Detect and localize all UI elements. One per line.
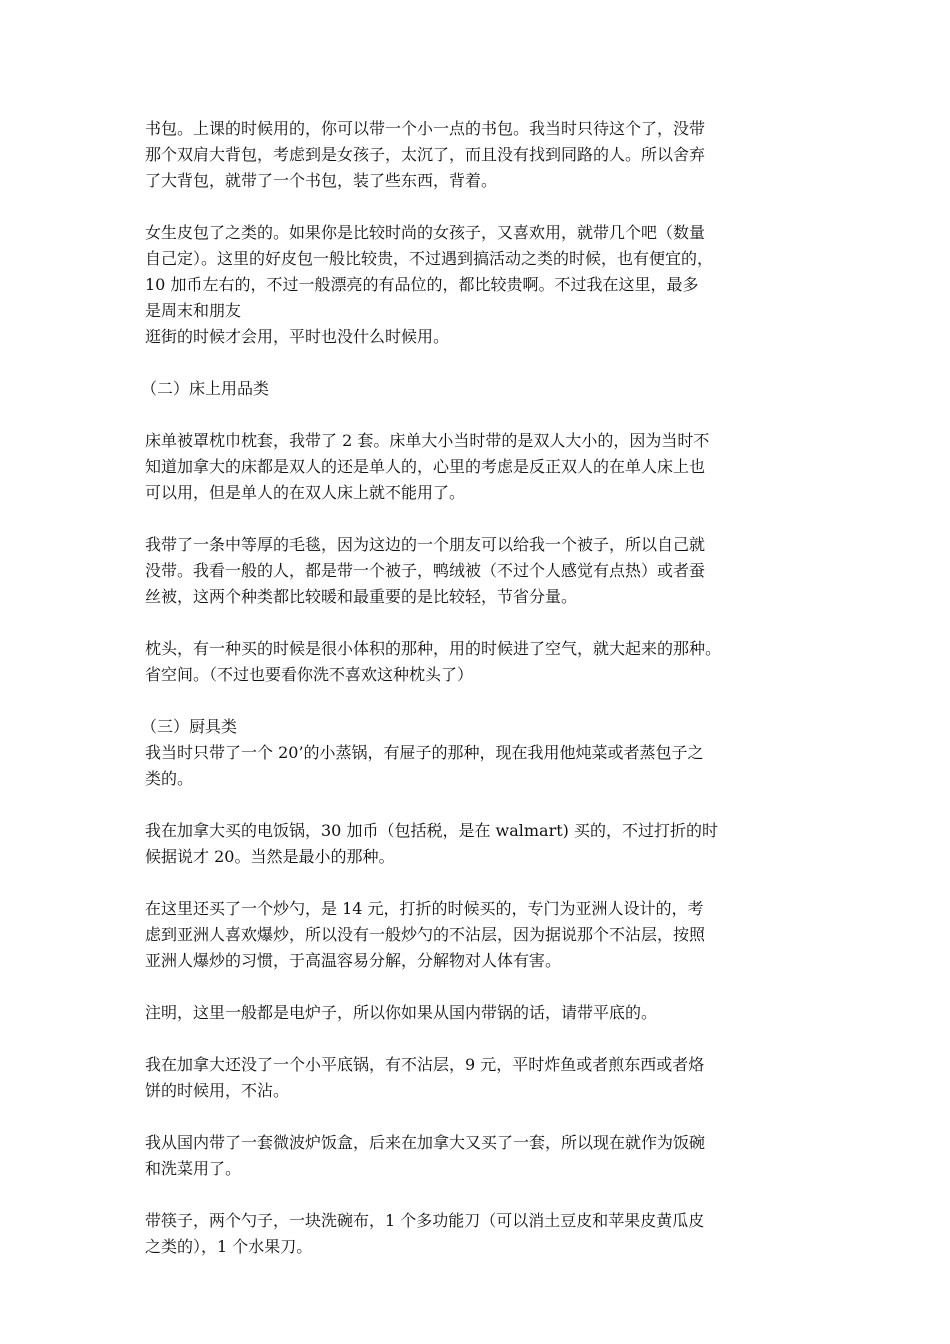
text-line: 10 加币左右的，不过一般漂亮的有品位的，都比较贵啊。不过我在这里，最多 [145, 275, 699, 294]
text-line: 了大背包，就带了一个书包，装了些东西，背着。 [145, 171, 498, 190]
text-line: 我在加拿大还没了一个小平底锅，有不沾层，9 元，平时炸鱼或者煎东西或者烙 [145, 1055, 705, 1074]
text-line: 带筷子，两个勺子，一块洗碗布，1 个多功能刀（可以消土豆皮和苹果皮黄瓜皮 [145, 1211, 705, 1230]
paragraph-utensils [145, 1208, 810, 1260]
text-line: 我当时只带了一个 20’的小蒸锅，有屉子的那种，现在我用他炖菜或者蒸包子之 [145, 743, 704, 762]
paragraph-wok [145, 896, 810, 974]
text-line: 床单被罩枕巾枕套，我带了 2 套。床单大小当时带的是双人大小的，因为当时不 [145, 431, 710, 450]
text-line: 候据说才 20。当然是最小的那种。 [145, 847, 395, 866]
paragraph-blanket [145, 532, 810, 610]
text-line: 女生皮包了之类的。如果你是比较时尚的女孩子，又喜欢用，就带几个吧（数量 [145, 223, 706, 242]
text-line: 虑到亚洲人喜欢爆炒，所以没有一般炒勺的不沾层，因为据说那个不沾层，按照 [145, 925, 706, 944]
text-line: 我在加拿大买的电饭锅，30 加币（包括税，是在 walmart) 买的，不过打折的时 [145, 821, 719, 840]
text-line: 没带。我看一般的人，都是带一个被子，鸭绒被（不过个人感觉有点热）或者蚕 [145, 561, 706, 580]
paragraph-stove-note [145, 1000, 810, 1026]
heading-text: （三）厨具类 [141, 717, 238, 736]
text-line: 自己定）。这里的好皮包一般比较贵，不过遇到搞活动之类的时候，也有便宜的， [145, 249, 714, 268]
paragraph-rice-cooker [145, 818, 810, 870]
paragraph-schoolbag [145, 116, 810, 194]
section-heading-bedding [141, 376, 810, 402]
paragraph-handbag [145, 220, 810, 350]
text-line: 亚洲人爆炒的习惯，于高温容易分解，分解物对人体有害。 [145, 951, 562, 970]
text-line: 注明，这里一般都是电炉子，所以你如果从国内带锅的话，请带平底的。 [145, 1003, 658, 1022]
text-line: 是周末和朋友 [145, 301, 242, 320]
text-line: 类的。 [145, 769, 194, 788]
text-line: 和洗菜用了。 [145, 1159, 242, 1178]
text-line: 丝被，这两个种类都比较暖和最重要的是比较轻，节省分量。 [145, 587, 578, 606]
paragraph-frying-pan [145, 1052, 810, 1104]
text-line: 逛街的时候才会用，平时也没什么时候用。 [145, 327, 450, 346]
text-line: 书包。上课的时候用的，你可以带一个小一点的书包。我当时只待这个了，没带 [145, 119, 706, 138]
text-line: 知道加拿大的床都是双人的还是单人的，心里的考虑是反正双人的在单人床上也 [145, 457, 706, 476]
text-line: 在这里还买了一个炒勺，是 14 元，打折的时候买的，专门为亚洲人设计的，考 [145, 899, 704, 918]
text-line: 枕头，有一种买的时候是很小体积的那种，用的时候进了空气，就大起来的那种。 [145, 639, 722, 658]
heading-text: （二）床上用品类 [141, 379, 270, 398]
document-page [141, 116, 810, 1260]
text-line: 我从国内带了一套微波炉饭盒，后来在加拿大又买了一套，所以现在就作为饭碗 [145, 1133, 706, 1152]
text-line: 可以用，但是单人的在双人床上就不能用了。 [145, 483, 466, 502]
text-line: 之类的），1 个水果刀。 [145, 1237, 313, 1256]
text-line: 那个双肩大背包，考虑到是女孩子，太沉了，而且没有找到同路的人。所以舍弃 [145, 145, 706, 164]
text-line: 我带了一条中等厚的毛毯，因为这边的一个朋友可以给我一个被子，所以自己就 [145, 535, 706, 554]
section-heading-kitchenware [141, 714, 810, 740]
text-line: 省空间。（不过也要看你洗不喜欢这种枕头了） [145, 665, 474, 684]
paragraph-steamer [145, 740, 810, 792]
paragraph-pillow [145, 636, 810, 688]
text-line: 饼的时候用，不沾。 [145, 1081, 290, 1100]
paragraph-microwave-box [145, 1130, 810, 1182]
paragraph-sheets [145, 428, 810, 506]
